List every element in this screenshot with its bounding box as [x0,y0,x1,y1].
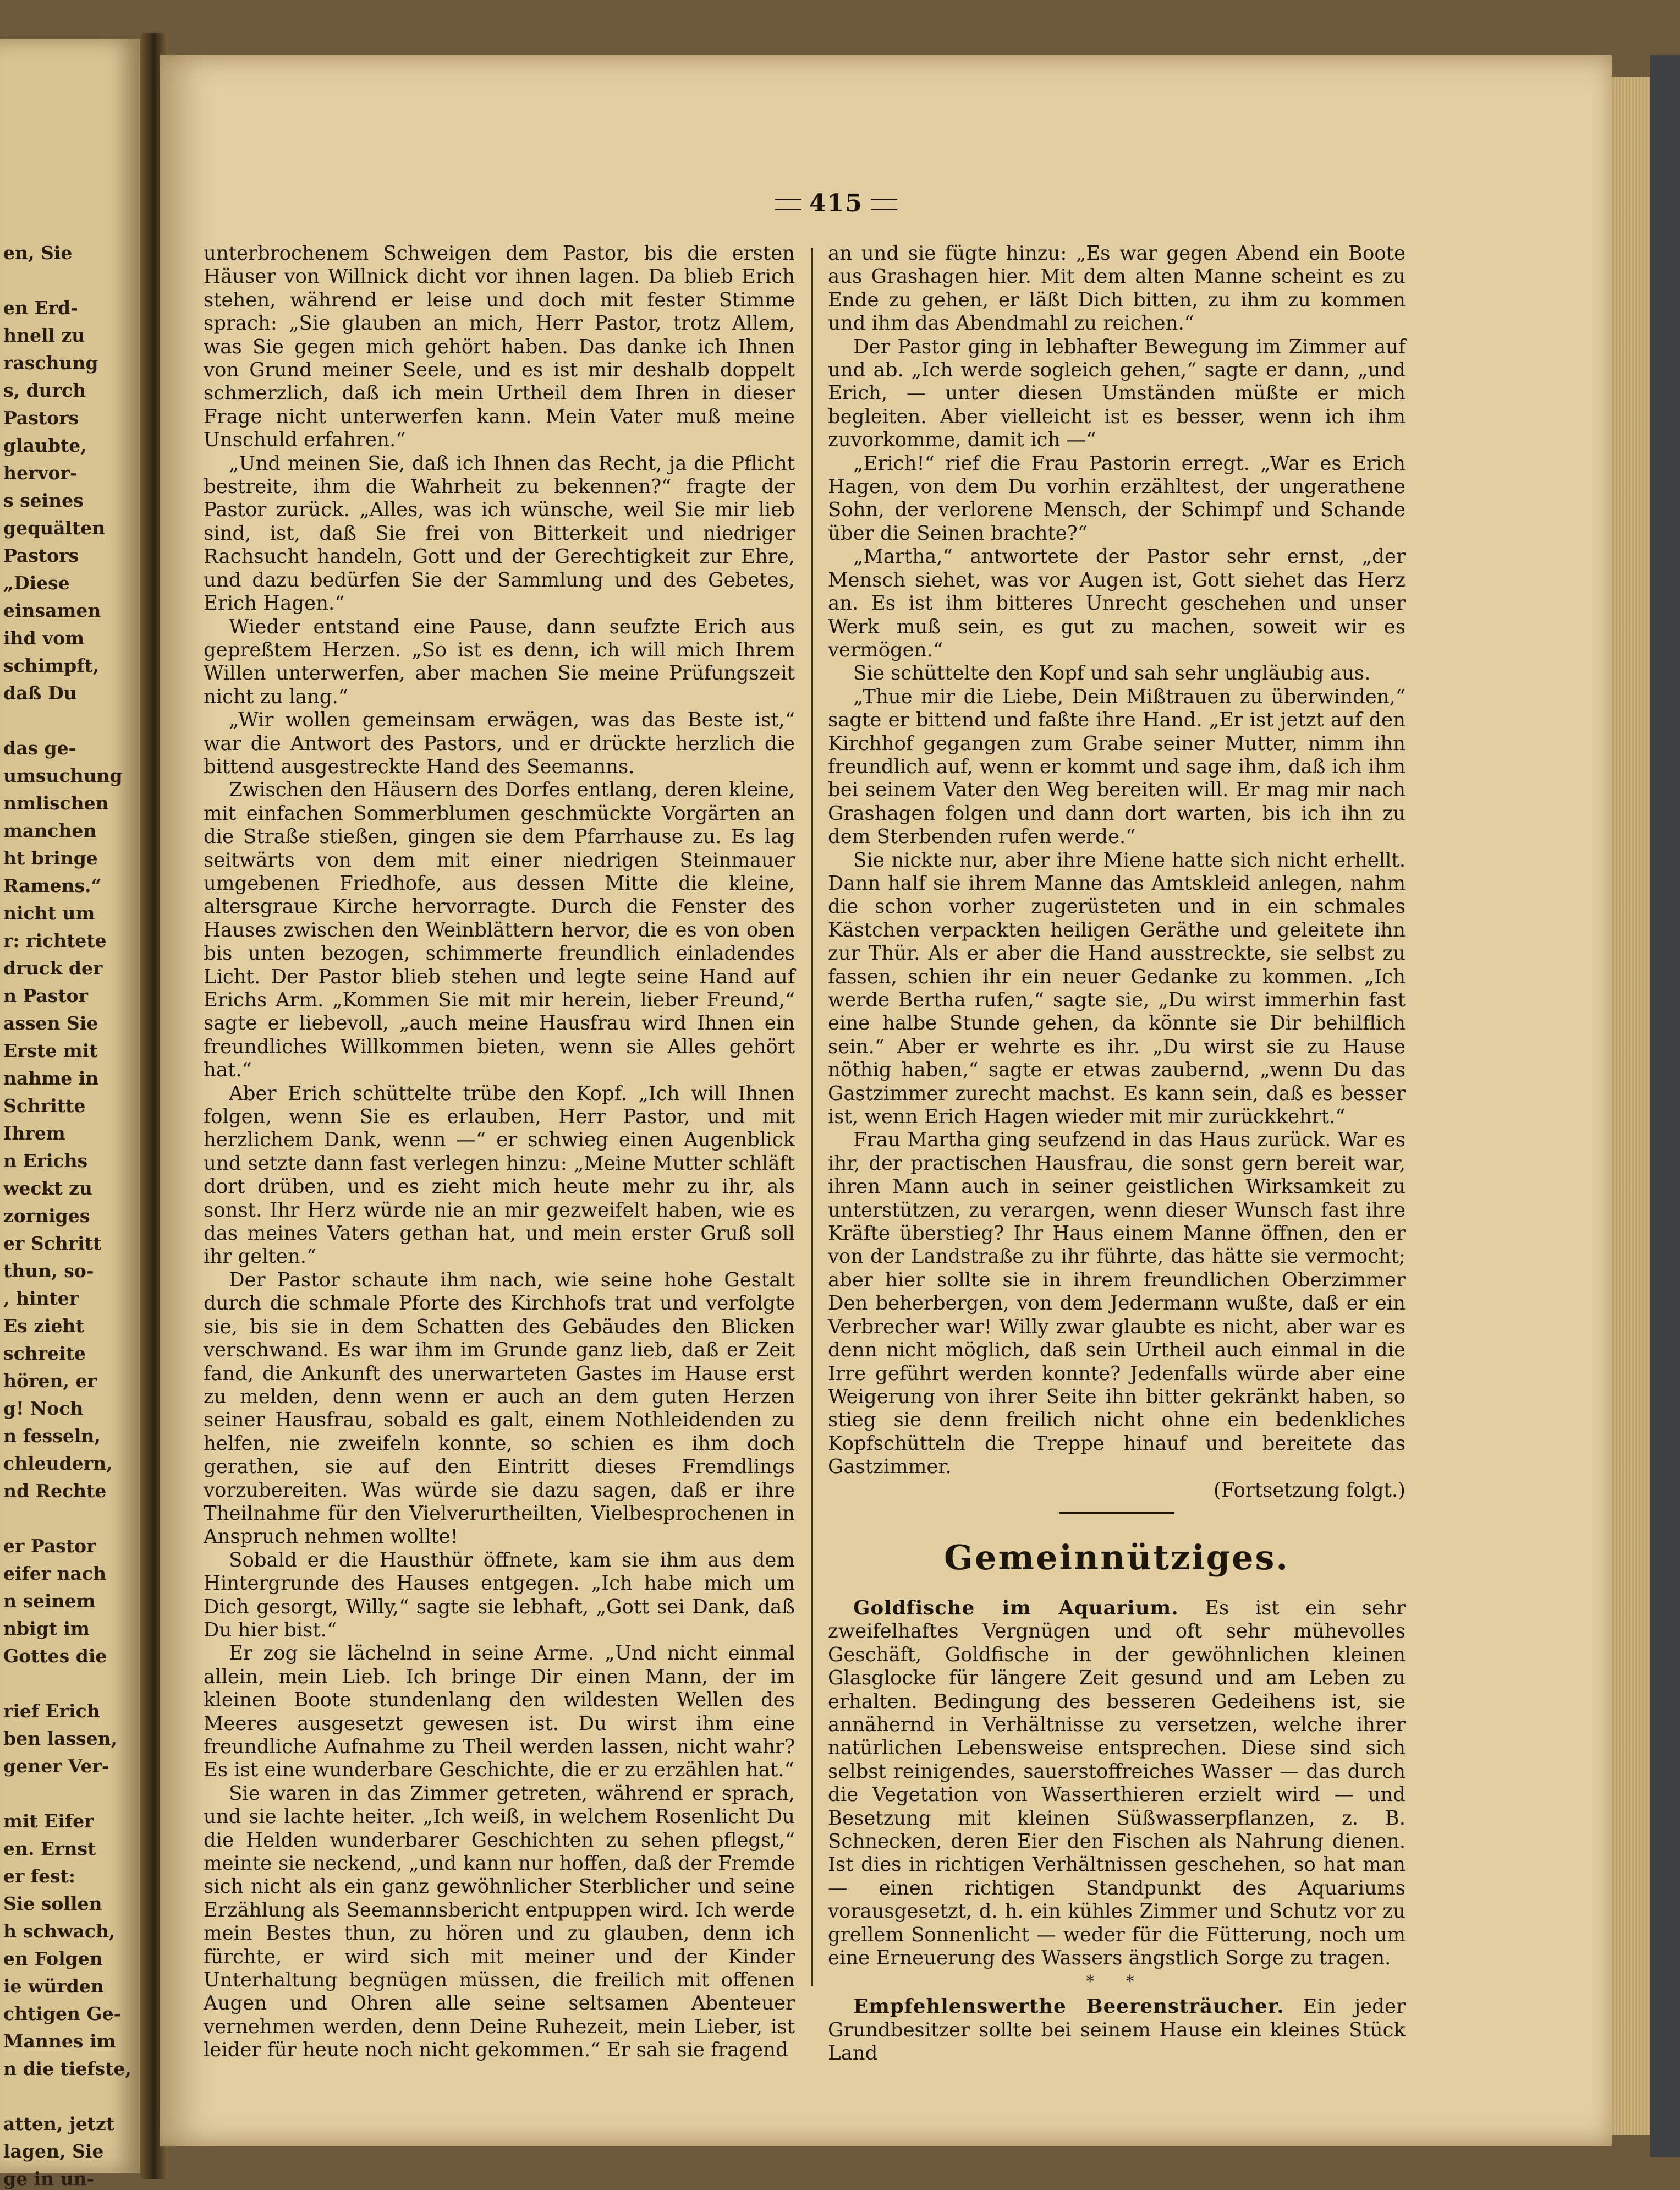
paragraph: „Thue mir die Liebe, Dein Mißtrauen zu überwinden,“ sagte er bittend und faßte ihre Hand. „Er ist jetzt auf den Kirchhof gegangen zum Grabe seiner Mutter, nimm ihn freundlich auf, wenn er kommt und sage ihm, daß ich ihm bei seinem Vater den Weg bereiten will. Er mag mir nach Grashagen folgen und dann dort warten, bis ich ihn zu dem Sterbenden rufen werde.“ [828,685,1406,848]
left-page-line: manchen [3,820,97,841]
paragraph: „Erich!“ rief die Frau Pastorin erregt. „War es Erich Hagen, von dem Du vorhin erzähltest, der ungerathene Sohn, der verlorene Mensch, der Schimpf und Schande über die Seinen brachte?“ [828,452,1406,545]
left-page-line: n die tiefste, [3,2058,131,2079]
left-page-line: ben lassen, [3,1728,118,1749]
left-page-line: schreite [3,1343,86,1364]
left-page-line: n Pastor [3,985,89,1006]
paragraph: an und sie fügte hinzu: „Es war gegen Abend ein Boote aus Grashagen hier. Mit dem alten Manne scheint es zu Ende zu gehen, er läßt Dich bitten, zu ihm zu kommen und ihm das Abendmahl zu reichen.“ [828,242,1406,335]
left-page-line: hören, er [3,1370,97,1392]
left-page-line: s, durch [3,380,86,401]
continuation-line [828,1479,1406,1502]
article-body: Es ist ein sehr zweifelhaftes Vergnügen und oft sehr mühevolles Geschäft, Goldfische in der gewöhnlichen kleinen Glasglocke für längere Zeit gesund und am Leben zu erhalten. Bedingung des besseren Gedeihens ist, sie annähernd in Verhältnisse zu versetzen, welche ihrer natürlichen Lebensweise entsprechen. Diese sind sich selbst reinigendes, sauerstoffreiches Wasser — das durch die Vegetation von Wasserthieren erzielt wird — und Besetzung mit kleinen Süßwasserpflanzen, z. B. Schnecken, deren Eier den Fischen als Nahrung dienen. Ist dies in richtigen Verhältnissen geschehen, so hat man — einen richtigen Standpunkt des Aquariums vorausgesetzt, d. h. ein kühles Zimmer und Schutz vor zu grellem Sonnenlicht — weder für die Fütterung, noch um eine Erneuerung des Wassers ängstlich Sorge zu tragen. [828,1596,1406,1970]
paragraph: „Martha,“ antwortete der Pastor sehr ernst, „der Mensch siehet, was vor Augen ist, Gott siehet das Herz an. Es ist ihm bitteres Unrecht geschehen und unser Werk muß sein, es gut zu machen, soweit wir es vermögen.“ [828,545,1406,661]
article-heading: Goldfische im Aquarium. [853,1596,1179,1619]
left-page-line: chleudern, [3,1453,113,1474]
left-page-line: Es zieht [3,1315,84,1337]
left-page-line: r: richtete [3,930,107,951]
left-page-line: n seinem [3,1590,96,1612]
left-page-line: thun, so- [3,1260,94,1282]
left-page-line: Sie sollen [3,1893,102,1914]
book-cover-right-edge [1650,55,1680,2157]
article-heading: Empfehlenswerthe Beerensträucher. [853,1995,1284,2018]
left-page-line: hervor- [3,462,78,484]
page-number [765,189,908,217]
left-page-line: nicht um [3,902,95,924]
story-continuation [828,242,1406,1479]
paragraph: Sie waren in das Zimmer getreten, während er sprach, und sie lachte heiter. „Ich weiß, in welchem Rosenlicht Du die Helden wunderbarer Geschichten zu sehen pflegst,“ meinte sie neckend, „und kann nur hoffen, daß der Fremde sich nicht als ein ganz gewöhnlicher Sterblicher und seine Erzählung als Seemannsbericht entpuppen wird. Ich werde mein Bestes thun, zu hören und zu glauben, denn ich fürchte, er wird sich mit meiner und der Kinder Unterhaltung begnügen müssen, die freilich mit offenen Augen und Ohren alle seine seltsamen Abenteuer vernehmen werden, denn Deine Ruhezeit, mein Lieber, ist leider für heute noch nicht gekommen.“ Er sah sie fragend [204,1782,795,2062]
left-page-line: hnell zu [3,325,85,346]
left-page-line: er fest: [3,1865,76,1887]
paragraph: Zwischen den Häusern des Dorfes entlang, deren kleine, mit einfachen Sommerblumen geschmückte Vorgärten an die Straße stießen, gingen sie dem Pfarrhause zu. Es lag seitwärts von dem mit einer niedrigen Steinmauer umgebenen Friedhofe, aus dessen Mitte die kleine, altersgraue Kirche hervorragte. Durch die Fenster des Hauses zwischen den Weinblättern hervor, die es von oben bis unten bezogen, schimmerte freundlich einladendes Licht. Der Pastor blieb stehen und legte seine Hand auf Erichs Arm. „Kommen Sie mit mir herein, lieber Freund,“ sagte er liebevoll, „auch meine Hausfrau wird Ihnen ein freundliches Willkommen bieten, wenn sie Alles gehört hat.“ [204,779,795,1082]
article-beerenstraeucher [828,1995,1406,2065]
left-page-line: h schwach, [3,1920,116,1942]
ornament-right [871,199,897,211]
left-page-line: , hinter [3,1288,79,1309]
article-body: Ein jeder Grundbesitzer sollte bei seinem Hause ein kleines Stück Land [828,1995,1406,2065]
left-page-line: en, Sie [3,242,73,264]
section-title: Gemeinnütziges. [944,1537,1289,1578]
paragraph: Aber Erich schüttelte trübe den Kopf. „Ich will Ihnen folgen, wenn Sie es erlauben, Herr Pastor, und mit herzlichem Dank, wenn —“ er schwieg einen Augenblick und setzte dann fast verlegen hinzu: „Meine Mutter schläft dort drüben, und es zieht mich heute mehr zu ihr, als sonst. Ihr Herz würde nie an mir gezweifelt haben, wie es das meines Vaters gethan hat, und mein erster Gruß soll ihr gelten.“ [204,1082,795,1268]
paragraph: Frau Martha ging seufzend in das Haus zurück. War es ihr, der practischen Hausfrau, die sonst gern bereit war, ihren Mann auch in seiner geistlichen Wirksamkeit zu unterstützen, zu verargen, wenn dieser Wunsch fast ihre Kräfte überstieg? Ihr Haus einem Manne öffnen, den er von der Landstraße zu ihr führte, das hätte sie vermocht; aber hier sollte sie in ihrem freundlichen Oberzimmer Den beherbergen, von dem Jedermann wußte, daß er ein Verbrecher war! Willy zwar glaubte es nicht, aber war es denn nicht möglich, daß sein Urtheil auch einmal in die Irre geführt werden konnte? Jedenfalls würde aber eine Weigerung von ihrer Seite ihn bitter gekränkt haben, so stieg sie denn freilich nicht ohne ein bedenkliches Kopfschütteln die Treppe hinauf und bereitete das Gastzimmer. [828,1129,1406,1479]
left-page-line: er Schritt [3,1233,102,1254]
page-number-text: 415 [809,189,863,217]
left-page-fragment [0,39,143,2189]
left-page-line: Pastors [3,545,79,566]
text-column-right [828,242,1406,2066]
left-page-line: das ge- [3,737,76,759]
left-page-line: ihd vom [3,627,85,649]
left-page-line: atten, jetzt [3,2113,114,2134]
left-page-line: glaubte, [3,435,87,456]
column-divider [811,248,813,1986]
left-page-line: Pastors [3,407,79,429]
left-page-line: en Erd- [3,297,78,319]
left-page-line: Mannes im [3,2030,116,2052]
left-page-line: Ramens.“ [3,875,102,896]
article-separator-stars: * * [1086,1972,1148,1992]
article-goldfische [828,1597,1406,1970]
left-page-line: daß Du [3,682,77,704]
left-page-line: er Pastor [3,1535,96,1557]
left-page-line: chtigen Ge- [3,2003,122,2024]
left-page-line: en Folgen [3,1948,103,1969]
paragraph: Er zog sie lächelnd in seine Arme. „Und nicht einmal allein, mein Lieb. Ich bringe Dir einen Mann, der im kleinen Boote stundenlang den wildesten Wellen des Meeres ausgesetzt gewesen ist. Du wirst ihm eine freundliche Aufnahme zu Theil werden lassen, nicht wahr? Es ist eine wunderbare Geschichte, die er zu erzählen hat.“ [204,1642,795,1782]
left-page-line: en. Ernst [3,1838,96,1859]
left-page-line: weckt zu [3,1178,92,1199]
left-page-line: „Diese [3,572,70,594]
left-page-line: druck der [3,957,103,979]
paragraph: unterbrochenem Schweigen dem Pastor, bis die ersten Häuser von Willnick dicht vor ihnen lagen. Da blieb Erich stehen, während er leise und doch mit fester Stimme sprach: „Sie glauben an mich, Herr Pastor, trotz Allem, was Sie gegen mich gehört haben. Das danke ich Ihnen von Grund meiner Seele, und es ist mir deshalb doppelt schmerzlich, daß ich mein Urtheil dem Ihren in dieser Frage nicht unterwerfen kann. Mein Vater muß meine Unschuld erfahren.“ [204,242,795,452]
left-page-line: ge in un- [3,2168,95,2189]
left-page-line: eifer nach [3,1563,107,1584]
left-page-line: rief Erich [3,1700,100,1722]
left-page-line: n Erichs [3,1150,88,1171]
left-page-line: Erste mit [3,1040,98,1061]
left-page-line: einsamen [3,600,101,621]
paragraph: Wieder entstand eine Pause, dann seufzte Erich aus gepreßtem Herzen. „So ist es denn, ich will mich Ihrem Willen unterwerfen, aber machen Sie meine Prüfungszeit nicht zu lang.“ [204,615,795,708]
ornament-left [775,199,801,211]
left-page-line: Gottes die [3,1645,107,1667]
continuation-note: (Fortsetzung folgt.) [1213,1479,1406,1502]
paragraph: Sobald er die Hausthür öffnete, kam sie ihm aus dem Hintergrunde des Hauses entgegen. „Ich habe mich um Dich gesorgt, Willy,“ sagte sie lebhaft, „Gott sei Dank, daß Du hier bist.“ [204,1548,795,1641]
left-page-line: g! Noch [3,1398,84,1419]
paragraph: „Und meinen Sie, daß ich Ihnen das Recht, ja die Pflicht bestreite, ihm die Wahrheit zu bekennen?“ fragte der Pastor zurück. „Alles, was ich wünsche, weil Sie mir lieb sind, ist, daß Sie frei von Bitterkeit und niedriger Rachsucht handeln, Gott und der Gerechtigkeit zur Ehre, und dazu bedürfen Sie der Sammlung und des Gebetes, Erich Hagen.“ [204,452,795,615]
left-page-line: ie würden [3,1975,104,1997]
left-page-line: schimpft, [3,655,100,676]
left-page-line: raschung [3,352,98,374]
left-page-line: zorniges [3,1205,90,1227]
text-column-left [204,242,795,2062]
left-page-line: n fesseln, [3,1425,101,1447]
left-page-line: ht bringe [3,847,98,869]
paragraph: Der Pastor ging in lebhafter Bewegung im Zimmer auf und ab. „Ich werde sogleich gehen,“ sagte er dann, „und Erich, — unter diesen Umständen müßte er mich begleiten. Aber vielleicht ist es besser, wenn ich ihm zuvorkomme, damit ich —“ [828,335,1406,452]
section-separator-rule [1059,1512,1174,1514]
left-page-line: Schritte [3,1095,86,1116]
left-page-line: umsuchung [3,765,123,786]
paragraph: Sie schüttelte den Kopf und sah sehr ungläubig aus. [853,662,1371,685]
paragraph: Der Pastor schaute ihm nach, wie seine hohe Gestalt durch die schmale Pforte des Kirchhofs trat und verfolgte sie, bis sie in dem Schatten des Gebäudes den Blicken verschwand. Es war ihm im Grunde ganz lieb, daß er Zeit fand, die Ankunft des unerwarteten Gastes im Hause erst zu melden, denn wenn er auch an dem guten Herzen seiner Hausfrau, sobald es galt, einem Nothleidenden zu helfen, nie zweifeln konnte, so schien es ihm doch gerathen, sie auf den Eintritt dieses Fremdlings vorzubereiten. Was würde sie dazu sagen, daß er ihre Theilnahme für den Vielverurtheilten, Vielbesprochenen in Anspruch nehmen wollte! [204,1268,795,1548]
paragraph: Sie nickte nur, aber ihre Miene hatte sich nicht erhellt. Dann half sie ihrem Manne das Amtskleid anlegen, nahm die schon vorher zugerüsteten und in ein schmales Kästchen verpackten heiligen Geräthe und geleitete ihn zur Thür. Als er aber die Hand ausstreckte, sie selbst zu fassen, schien ihr ein neuer Gedanke zu kommen. „Ich werde Bertha rufen,“ sagte sie, „Du wirst immerhin fast eine halbe Stunde gehen, da könnte sie Dir behilflich sein.“ Aber er wehrte es ihr. „Du wirst sie zu Hause nöthig haben,“ sagte er etwas zaubernd, „wenn Du das Gastzimmer zurecht machst. Es kann sein, daß es besser ist, wenn Erich Hagen wieder mit mir zurückkehrt.“ [828,848,1406,1129]
left-page-line: Ihrem [3,1123,65,1144]
left-page-line: assen Sie [3,1012,98,1034]
left-page-line: nbigt im [3,1618,90,1639]
left-page-line: gequälten [3,517,106,539]
left-page-line: nd Rechte [3,1480,107,1502]
left-page-line: mit Eifer [3,1810,94,1832]
paragraph: „Wir wollen gemeinsam erwägen, was das Beste ist,“ war die Antwort des Pastors, und er drückte herzlich die bittend ausgestreckte Hand des Seemanns. [204,709,795,778]
left-page-line: gener Ver- [3,1755,109,1777]
left-page-line: lagen, Sie [3,2140,104,2162]
left-page-line: nmlischen [3,792,109,814]
left-page-line: s seines [3,490,84,511]
left-page-line: nahme in [3,1067,99,1089]
